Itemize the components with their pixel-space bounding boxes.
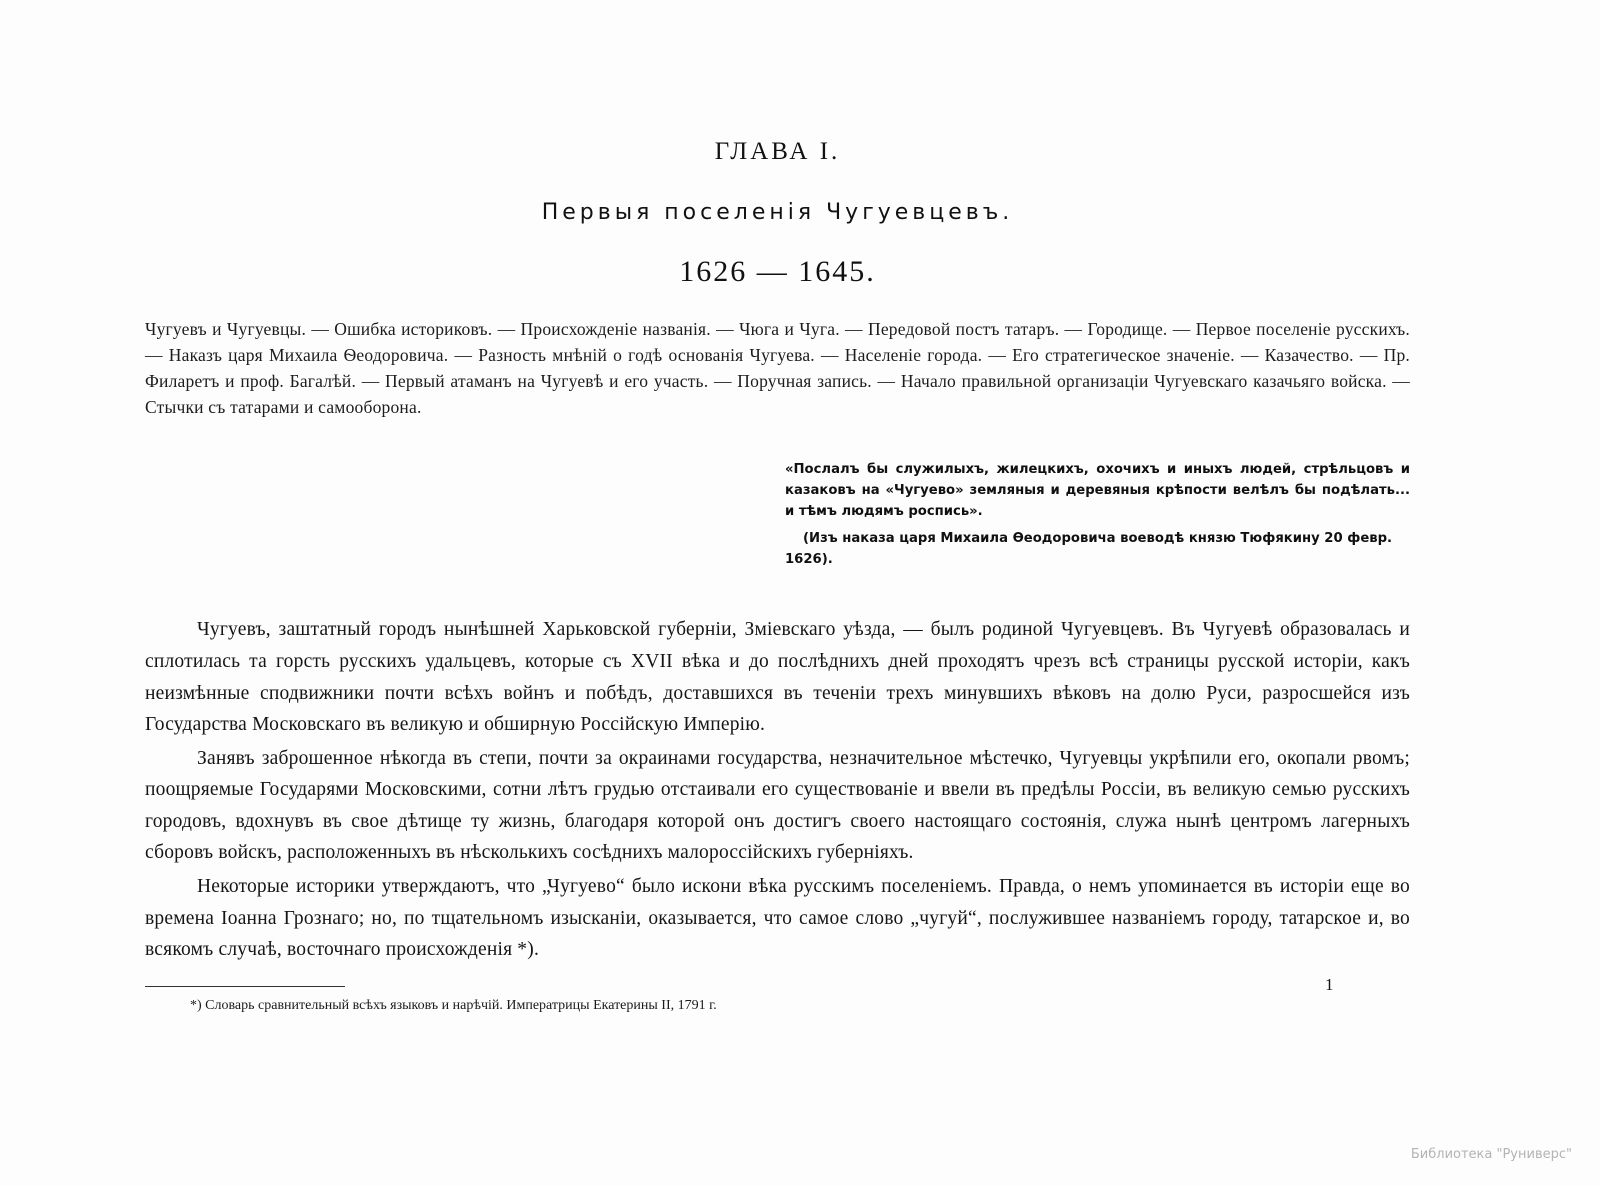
paragraph: Занявъ заброшенное нѣкогда въ степи, почти за окраинами государства, незначительное мѣстечко, Чугуевцы укрѣпили его, окопали рвомъ; поощряемые Государями Московскими, сотни лѣтъ грудью отстаивали его существованіе и ввели въ предѣлы Россіи, въ великую семью русскихъ городовъ, вдохнувъ въ свое дѣтище ту жизнь, благодаря которой онъ достигъ своего настоящаго состоянія, служа нынѣ центромъ лагерныхъ сборовъ войскъ, расположенныхъ въ нѣсколькихъ сосѣднихъ малороссійскихъ губерніяхъ. bbox=[145, 747, 1410, 864]
page-number: 1 bbox=[1325, 975, 1334, 994]
footnote: *) Словарь сравнительный всѣхъ языковъ и нарѣчій. Императрицы Екатерины II, 1791 г. bbox=[190, 997, 717, 1013]
epigraph-source: (Изъ наказа царя Михаила Ѳеодоровича воеводѣ князю Тюфякину 20 февр. 1626). bbox=[785, 530, 1393, 568]
paragraph: Чугуевъ, заштатный городъ нынѣшней Харьковской губерніи, Зміевскаго уѣзда, — былъ родиной Чугуевцевъ. Въ Чугуевѣ образовалась и сплотилась та горсть русскихъ удальцевъ, которые съ XVII вѣка и до послѣднихъ дней проходятъ чрезъ всѣ страницы русской исторіи, какъ неизмѣнные сподвижники почти всѣхъ войнъ и побѣдъ, доставшихся въ теченіи трехъ минувшихъ вѣковъ на долю Руси, разросшейся изъ Государства Московскаго въ великую и обширную Россійскую Имперію. bbox=[145, 619, 1410, 736]
epigraph bbox=[785, 459, 1410, 571]
epigraph-quote: «Послалъ бы служилыхъ, жилецкихъ, охочихъ и иныхъ людей, стрѣльцовъ и казаковъ на «Чугуево» земляныя и деревяныя крѣпости велѣлъ бы подѣлать... и тѣмъ людямъ роспись». bbox=[785, 461, 1410, 520]
page-content bbox=[145, 120, 1410, 1015]
chapter-years: 1626 — 1645. bbox=[679, 255, 876, 288]
chapter-subtitle: Первыя поселенія Чугуевцевъ. bbox=[541, 200, 1014, 225]
chapter-title: ГЛАВА I. bbox=[714, 138, 841, 165]
footnote-divider bbox=[145, 986, 345, 987]
chapter-summary: Чугуевъ и Чугуевцы. — Ошибка историковъ. — Происхожденіе названія. — Чюга и Чуга. — Передовой постъ татаръ. — Городище. — Первое поселеніе русскихъ. — Наказъ царя Михаила Ѳеодоровича. — Разность мнѣній о годѣ основанія Чугуева. — Населеніе города. — Его стратегическое значеніе. — Казачество. — Пр. Филаретъ и проф. Багалѣй. — Первый атаманъ на Чугуевѣ и его участь. — Поручная запись. — Начало правильной организаціи Чугуевскаго казачьяго войска. — Стычки съ татарами и самооборона. bbox=[145, 319, 1410, 417]
paragraph: Некоторые историки утверждаютъ, что „Чугуево“ было искони вѣка русскимъ поселеніемъ. Правда, о немъ упоминается въ исторіи еще во времена Іоанна Грознаго; но, по тщательномъ изысканіи, оказывается, что самое слово „чугуй“, послужившее названіемъ городу, татарское и, во всякомъ случаѣ, восточнаго происхожденія *). bbox=[145, 876, 1410, 961]
body-text bbox=[145, 614, 1410, 965]
library-watermark: Библиотека "Руниверс" bbox=[1410, 1147, 1572, 1162]
